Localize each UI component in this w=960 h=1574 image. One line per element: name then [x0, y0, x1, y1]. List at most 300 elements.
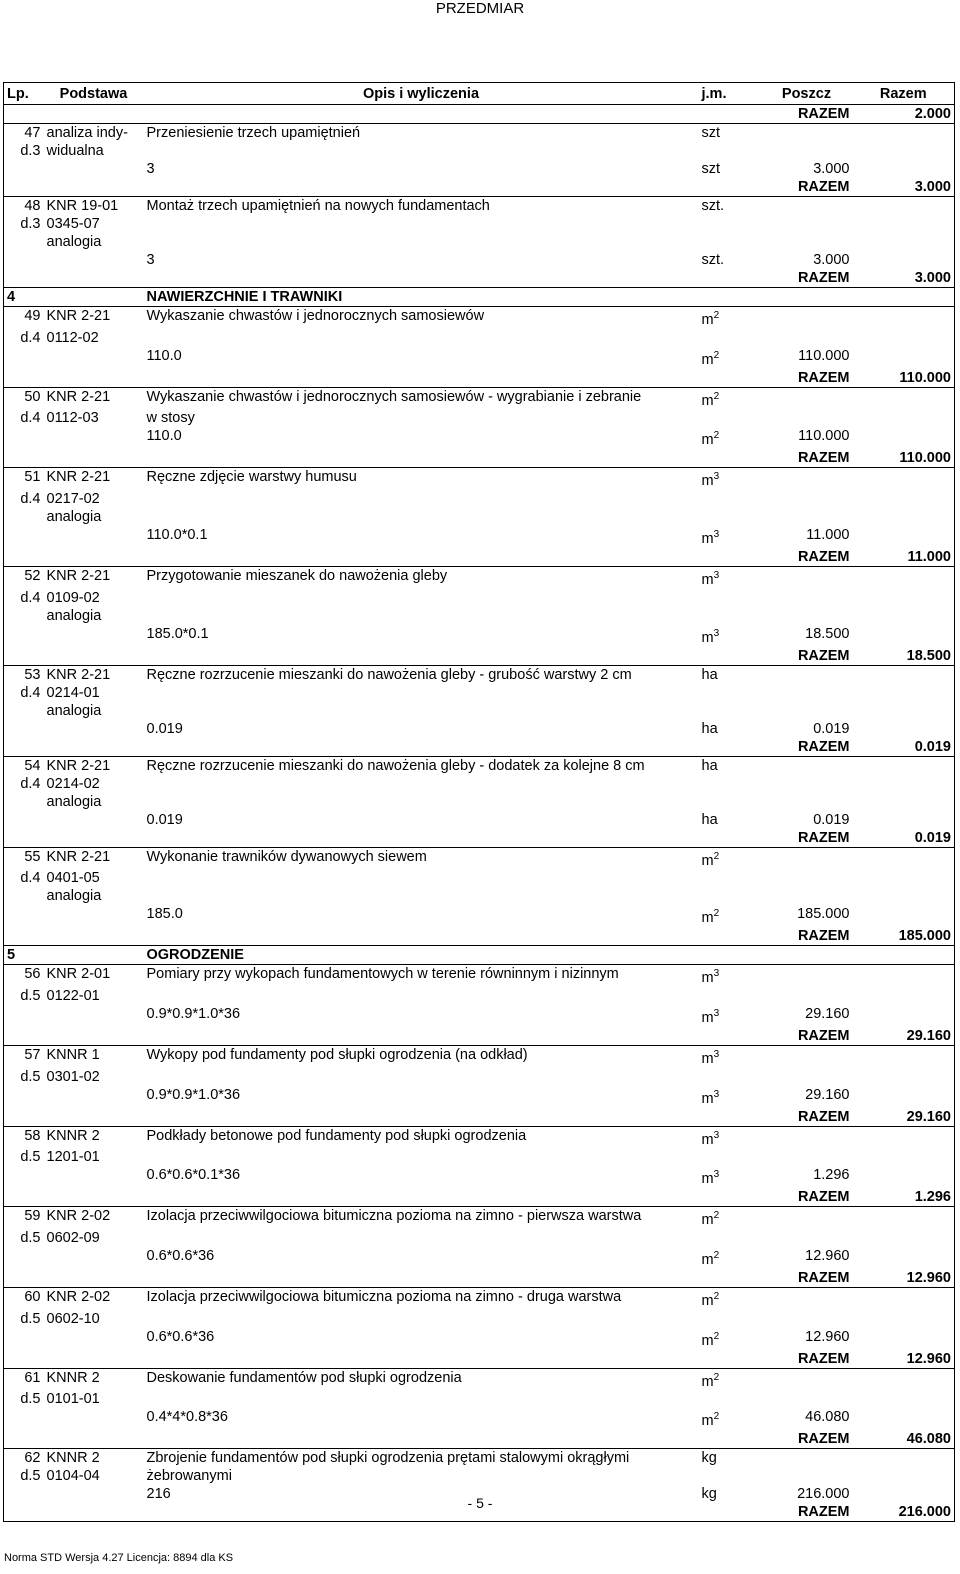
item-opis: Pomiary przy wykopach fundamentowych w terenie równinnym i nizinnym [144, 965, 699, 987]
table-header-row [4, 83, 955, 105]
item-opis: Przygotowanie mieszanek do nawożenia gleby [144, 566, 699, 588]
item-lp: 49 [4, 307, 44, 329]
cell [761, 1287, 853, 1309]
cell [761, 124, 853, 143]
item-lp: 52 [4, 566, 44, 588]
cell [853, 625, 955, 647]
cell [699, 233, 761, 251]
cell [761, 566, 853, 588]
item-opis-cont [144, 1229, 699, 1247]
cell [4, 793, 44, 811]
item-row [4, 965, 955, 987]
cell [4, 1086, 44, 1108]
cell [699, 1390, 761, 1408]
cell [761, 1148, 853, 1166]
item-calc-jm: $m^3$ [701, 529, 720, 547]
cell [44, 647, 144, 666]
item-row [4, 490, 955, 508]
item-poszcz: 110.000 [798, 347, 850, 364]
item-podstawa: analiza indy- [44, 124, 144, 143]
item-podstawa: 0109-02 [46, 589, 100, 606]
item-row [4, 1229, 955, 1247]
item-lp-section: d.5 [20, 1468, 41, 1485]
item-jm: $m^2$ [699, 387, 761, 409]
cell [4, 1408, 44, 1430]
cell [853, 427, 955, 449]
item-row [4, 987, 955, 1005]
cell [761, 1207, 853, 1229]
cell [4, 905, 44, 927]
cell [853, 847, 955, 869]
razem-label: RAZEM [797, 179, 850, 195]
cell [761, 987, 853, 1005]
item-opis-cont [144, 1068, 699, 1086]
cell [144, 647, 699, 666]
cell [761, 468, 853, 490]
cell [44, 1247, 144, 1269]
col-jm: j.m. [699, 83, 761, 105]
cell [4, 347, 44, 369]
item-lp: 47 [4, 124, 44, 143]
cell [44, 1027, 144, 1046]
cell [44, 178, 144, 197]
cell [699, 1310, 761, 1328]
razem-value: 29.160 [906, 1027, 951, 1044]
cell [144, 927, 699, 946]
calc-row [4, 1247, 955, 1269]
item-lp-section: d.3 [20, 216, 41, 232]
page-number: - 5 - [467, 1495, 493, 1511]
item-calc: 0.019 [146, 720, 183, 737]
cell [853, 1368, 955, 1390]
item-calc: 0.9*0.9*1.0*36 [146, 1006, 241, 1023]
cell [761, 589, 853, 607]
item-row [4, 684, 955, 702]
cell [853, 1310, 955, 1328]
item-calc: 110.0 [146, 428, 182, 445]
cell [761, 1068, 853, 1086]
cell [761, 946, 853, 965]
cell [699, 738, 761, 757]
razem-label: RAZEM [797, 1504, 850, 1521]
cell [44, 1350, 144, 1369]
item-opis: Izolacja przeciwwilgociowa bitumiczna pozioma na zimno - pierwsza warstwa [144, 1207, 699, 1229]
cell [853, 1287, 955, 1309]
section-title: OGRODZENIE [144, 946, 699, 965]
cell [853, 1390, 955, 1408]
calc-row [4, 1166, 955, 1188]
razem-label: RAZEM [797, 369, 850, 386]
cell [853, 946, 955, 965]
calc-row [4, 811, 955, 829]
col-lp: Lp. [4, 83, 44, 105]
item-calc: 0.019 [146, 811, 183, 828]
razem-value: 216.000 [898, 1504, 951, 1521]
item-jm: ha [699, 756, 761, 775]
section-title: NAWIERZCHNIE I TRAWNIKI [144, 288, 699, 307]
item-calc-jm: $m^3$ [701, 1169, 720, 1188]
razem-row [4, 105, 955, 124]
cell [853, 233, 955, 251]
calc-row [4, 160, 955, 178]
cell [853, 1126, 955, 1148]
cell [699, 329, 761, 347]
item-row [4, 233, 955, 251]
item-row [4, 197, 955, 216]
item-row [4, 887, 955, 905]
cell [4, 526, 44, 548]
cell [144, 1350, 699, 1369]
cell [144, 793, 699, 811]
cell [853, 1247, 955, 1269]
cell [144, 369, 699, 388]
item-opis-cont [144, 215, 699, 233]
item-row [4, 1207, 955, 1229]
cell [44, 625, 144, 647]
calc-row [4, 1086, 955, 1108]
cell [853, 720, 955, 738]
item-row [4, 607, 955, 625]
item-row [4, 1449, 955, 1468]
cell [44, 1086, 144, 1108]
item-poszcz: 11.000 [806, 527, 850, 544]
cell [761, 869, 853, 887]
cell [853, 288, 955, 307]
razem-row [4, 738, 955, 757]
razem-value: 185.000 [898, 928, 951, 945]
cell [699, 607, 761, 625]
cell [699, 105, 761, 124]
item-opis-cont [144, 142, 699, 160]
item-podstawa: KNR 2-21 [44, 756, 144, 775]
cell [699, 647, 761, 666]
cell [4, 625, 44, 647]
razem-label: RAZEM [797, 1189, 850, 1206]
cell [853, 409, 955, 427]
item-poszcz: 12.960 [805, 1248, 850, 1265]
cell [761, 215, 853, 233]
item-opis-cont [144, 329, 699, 347]
item-lp-section: d.3 [20, 143, 41, 159]
item-row [4, 869, 955, 887]
cell [144, 1108, 699, 1127]
item-row [4, 1310, 955, 1328]
estimate-table [3, 82, 955, 1522]
item-calc: 3 [146, 252, 155, 268]
item-opis: Przeniesienie trzech upamiętnień [144, 124, 699, 143]
item-podstawa: KNR 2-01 [44, 965, 144, 987]
item-lp-section: d.5 [20, 1068, 41, 1085]
cell [144, 738, 699, 757]
item-podstawa: 0602-09 [46, 1230, 100, 1247]
item-lp: 53 [4, 665, 44, 684]
col-podstawa: Podstawa [44, 83, 144, 105]
cell [4, 1328, 44, 1350]
cell [853, 329, 955, 347]
cell [853, 251, 955, 269]
item-row [4, 468, 955, 490]
cell [4, 1027, 44, 1046]
item-lp: 62 [4, 1449, 44, 1468]
cell [761, 793, 853, 811]
item-row [4, 1045, 955, 1067]
item-calc: 0.6*0.6*36 [146, 1328, 215, 1345]
item-podstawa: 0122-01 [46, 988, 100, 1005]
cell [761, 1368, 853, 1390]
cell [761, 702, 853, 720]
razem-label: RAZEM [797, 738, 850, 755]
cell [761, 847, 853, 869]
cell [4, 251, 44, 269]
item-poszcz: 1.296 [813, 1167, 850, 1184]
cell [699, 946, 761, 965]
item-podstawa: 0104-04 [46, 1468, 100, 1485]
cell [699, 178, 761, 197]
cell [853, 1045, 955, 1067]
cell [853, 869, 955, 887]
item-calc-jm: $m^3$ [701, 627, 720, 646]
item-row [4, 1126, 955, 1148]
cell [853, 1207, 955, 1229]
cell [761, 756, 853, 775]
item-podstawa: analogia [46, 793, 102, 810]
item-jm: $m^2$ [699, 307, 761, 329]
cell [144, 1269, 699, 1288]
cell [44, 160, 144, 178]
cell [853, 1148, 955, 1166]
item-jm: $m^2$ [699, 1368, 761, 1390]
cell [699, 369, 761, 388]
cell [4, 829, 44, 848]
item-row [4, 1368, 955, 1390]
razem-value: 0.019 [914, 738, 951, 755]
item-opis-cont [144, 869, 699, 887]
razem-label: RAZEM [797, 106, 850, 122]
item-calc-jm: szt. [701, 252, 725, 268]
cell [699, 1068, 761, 1086]
item-calc-jm: $m^2$ [701, 349, 720, 368]
cell [699, 887, 761, 905]
cell [761, 684, 853, 702]
item-lp-section: d.4 [20, 684, 41, 701]
cell [699, 1229, 761, 1247]
item-calc-jm: $m^3$ [701, 1008, 720, 1026]
cell [699, 215, 761, 233]
item-opis: Izolacja przeciwwilgociowa bitumiczna pozioma na zimno - druga warstwa [144, 1287, 699, 1309]
item-podstawa: analogia [46, 234, 102, 250]
cell [761, 1467, 853, 1485]
item-calc-jm: $m^3$ [701, 1088, 720, 1107]
cell [44, 427, 144, 449]
cell [144, 829, 699, 848]
cell [44, 369, 144, 388]
razem-label: RAZEM [797, 1431, 850, 1448]
cell [144, 1027, 699, 1046]
razem-value: 18.500 [906, 647, 951, 664]
cell [761, 233, 853, 251]
license-note: Norma STD Wersja 4.27 Licencja: 8894 dla KS [4, 1552, 234, 1564]
item-poszcz: 29.160 [805, 1006, 850, 1023]
calc-row [4, 1005, 955, 1027]
razem-label: RAZEM [797, 548, 850, 565]
item-lp-section: d.5 [20, 1230, 41, 1247]
item-podstawa: KNNR 2 [44, 1126, 144, 1148]
item-calc: 110.0 [146, 347, 182, 364]
cell [144, 233, 699, 251]
cell [144, 178, 699, 197]
razem-row [4, 1108, 955, 1127]
item-jm: $m^3$ [699, 566, 761, 588]
item-row [4, 307, 955, 329]
cell [44, 1005, 144, 1027]
item-opis-cont: w stosy [146, 410, 195, 427]
item-podstawa: 0345-07 [46, 216, 100, 232]
item-calc: 110.0*0.1 [146, 527, 208, 544]
razem-value: 11.000 [907, 548, 951, 565]
item-calc: 3 [146, 161, 155, 177]
item-lp: 54 [4, 756, 44, 775]
item-poszcz: 0.019 [813, 720, 850, 737]
item-poszcz: 46.080 [805, 1409, 850, 1426]
razem-value: 3.000 [914, 179, 951, 195]
item-opis: Deskowanie fundamentów pod słupki ogrodzenia [144, 1368, 699, 1390]
cell [853, 347, 955, 369]
cell [699, 508, 761, 526]
cell [853, 508, 955, 526]
cell [761, 329, 853, 347]
razem-value: 12.960 [906, 1350, 951, 1367]
cell [4, 927, 44, 946]
item-poszcz: 12.960 [805, 1328, 850, 1345]
item-calc: 0.4*4*0.8*36 [146, 1409, 228, 1426]
item-podstawa: KNR 2-02 [44, 1287, 144, 1309]
cell [699, 702, 761, 720]
cell [853, 1449, 955, 1468]
item-poszcz: 110.000 [798, 428, 850, 445]
item-podstawa: KNNR 2 [44, 1368, 144, 1390]
cell [44, 1328, 144, 1350]
cell [699, 987, 761, 1005]
calc-row [4, 1408, 955, 1430]
item-calc-jm: $m^2$ [701, 1330, 720, 1349]
item-calc-jm: $m^2$ [701, 908, 720, 927]
cell [144, 1430, 699, 1449]
item-opis-cont [144, 1390, 699, 1408]
razem-row [4, 1269, 955, 1288]
item-jm: szt. [699, 197, 761, 216]
item-lp-section: d.4 [20, 491, 41, 508]
col-poszcz: Poszcz [761, 83, 853, 105]
razem-value: 110.000 [899, 450, 951, 467]
item-jm: $m^2$ [699, 847, 761, 869]
razem-row [4, 548, 955, 567]
item-podstawa: analogia [46, 888, 102, 905]
item-podstawa: 0101-01 [46, 1391, 100, 1408]
cell [699, 1430, 761, 1449]
item-row [4, 124, 955, 143]
item-opis: Ręczne rozrzucenie mieszanki do nawożenia gleby - grubość warstwy 2 cm [144, 665, 699, 684]
cell [853, 987, 955, 1005]
item-opis-cont [144, 775, 699, 793]
item-podstawa: KNR 2-21 [44, 387, 144, 409]
calc-row [4, 720, 955, 738]
cell [761, 387, 853, 409]
cell [761, 1045, 853, 1067]
cell [761, 665, 853, 684]
cell [699, 288, 761, 307]
item-lp: 57 [4, 1045, 44, 1067]
item-jm: szt [699, 124, 761, 143]
cell [853, 215, 955, 233]
cell [853, 702, 955, 720]
razem-value: 3.000 [914, 270, 951, 286]
item-lp: 60 [4, 1287, 44, 1309]
cell [144, 607, 699, 625]
cell [44, 927, 144, 946]
cell [699, 1350, 761, 1369]
item-calc: 0.6*0.6*0.1*36 [146, 1167, 241, 1184]
cell [4, 1247, 44, 1269]
item-row [4, 1148, 955, 1166]
item-lp-section: d.4 [20, 870, 41, 887]
item-calc: 0.6*0.6*36 [146, 1248, 215, 1265]
item-calc-jm: $m^2$ [701, 1411, 720, 1430]
razem-value: 12.960 [906, 1269, 951, 1286]
item-podstawa: 0301-02 [46, 1068, 100, 1085]
cell [44, 1408, 144, 1430]
item-podstawa: 0217-02 [46, 491, 100, 508]
cell [853, 490, 955, 508]
cell [761, 197, 853, 216]
item-lp: 58 [4, 1126, 44, 1148]
razem-row [4, 1350, 955, 1369]
cell [4, 160, 44, 178]
cell [699, 869, 761, 887]
cell [4, 1005, 44, 1027]
cell [44, 1430, 144, 1449]
cell [44, 720, 144, 738]
item-opis: Wykopy pod fundamenty pod słupki ogrodzenia (na odkład) [144, 1045, 699, 1067]
item-lp-section: d.4 [20, 329, 41, 346]
cell [853, 1229, 955, 1247]
cell [4, 607, 44, 625]
razem-label: RAZEM [797, 1108, 850, 1125]
cell [699, 775, 761, 793]
col-razem: Razem [853, 83, 955, 105]
cell [144, 702, 699, 720]
item-opis: Wykaszanie chwastów i jednorocznych samosiewów [144, 307, 699, 329]
razem-row [4, 449, 955, 468]
cell [853, 1166, 955, 1188]
cell [699, 589, 761, 607]
cell [4, 1166, 44, 1188]
cell [853, 124, 955, 143]
cell [853, 526, 955, 548]
item-poszcz: 185.000 [797, 906, 850, 923]
cell [44, 738, 144, 757]
razem-label: RAZEM [797, 270, 850, 286]
cell [853, 665, 955, 684]
cell [853, 142, 955, 160]
item-poszcz: 0.019 [813, 811, 850, 828]
item-lp: 48 [4, 197, 44, 216]
calc-row [4, 905, 955, 927]
col-opis: Opis i wyliczenia [144, 83, 699, 105]
cell [853, 775, 955, 793]
cell [699, 1148, 761, 1166]
item-row [4, 566, 955, 588]
cell [144, 548, 699, 567]
